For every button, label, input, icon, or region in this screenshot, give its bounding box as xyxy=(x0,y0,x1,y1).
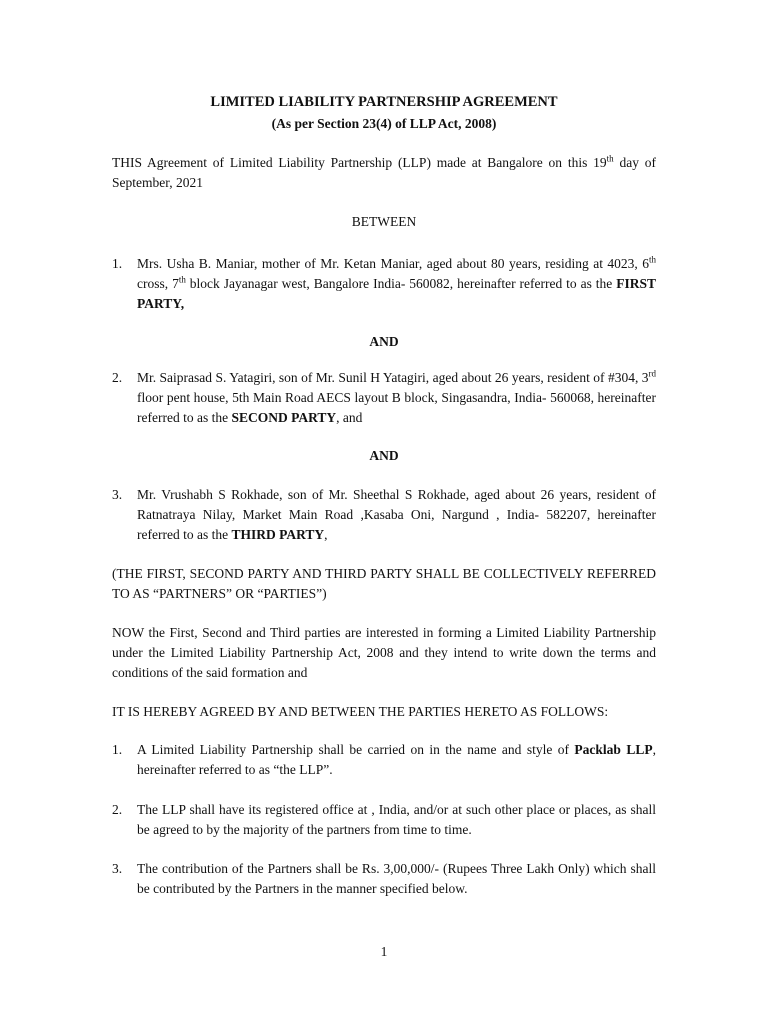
now-paragraph: NOW the First, Second and Third parties are interested in forming a Limited Liability Partnership under the Limited Liability Partnership Act, 2008 and they intend to write down the terms and conditions of the said formation and xyxy=(112,625,656,680)
party-3-number: 3. xyxy=(112,487,123,502)
agreement-title: LIMITED LIABILITY PARTNERSHIP AGREEMENT xyxy=(210,94,558,110)
clause-3-number: 3. xyxy=(112,861,123,876)
clause-2-number: 2. xyxy=(112,802,123,817)
and-heading-2: AND xyxy=(369,448,399,463)
intro-paragraph: THIS Agreement of Limited Liability Partnership (LLP) made at Bangalore on this 19th day of September, 2021 xyxy=(112,153,656,190)
and-heading-1: AND xyxy=(369,334,399,349)
clause-3-text: The contribution of the Partners shall be Rs. 3,00,000/- (Rupees Three Lakh Only) which shall be contributed by the Partners in the manner specified below. xyxy=(137,861,656,896)
collective-reference: (THE FIRST, SECOND PARTY AND THIRD PARTY SHALL BE COLLECTIVELY REFERRED TO AS “PARTNERS” OR “PARTIES”) xyxy=(112,566,656,601)
party-1-text: Mrs. Usha B. Maniar, mother of Mr. Ketan Maniar, aged about 80 years, residing at 4023, 6th cross, 7th block Jayanagar west, Bangalore India- 560082, hereinafter referred to as the FIRST PARTY, xyxy=(137,254,657,311)
party-2 xyxy=(112,368,656,428)
clause-2 xyxy=(112,800,656,840)
page-number: 1 xyxy=(380,944,388,959)
between-heading: BETWEEN xyxy=(351,214,417,229)
agreement-subtitle: (As per Section 23(4) of LLP Act, 2008) xyxy=(271,116,497,131)
clause-3 xyxy=(112,859,656,899)
party-1-number: 1. xyxy=(112,256,123,271)
clause-1-text: A Limited Liability Partnership shall be carried on in the name and style of Packlab LLP, hereinafter referred to as “the LLP”. xyxy=(137,742,656,777)
party-2-number: 2. xyxy=(112,370,123,385)
clause-1 xyxy=(112,740,656,780)
clause-1-number: 1. xyxy=(112,742,123,757)
party-1 xyxy=(112,254,656,314)
party-3-text: Mr. Vrushabh S Rokhade, son of Mr. Sheethal S Rokhade, aged about 26 years, resident of Ratnatraya Nilay, Market Main Road ,Kasaba Oni, Nargund , India- 582207, hereinafter referred to as the THIRD PARTY, xyxy=(137,487,656,542)
agreed-heading: IT IS HEREBY AGREED BY AND BETWEEN THE PARTIES HERETO AS FOLLOWS: xyxy=(112,704,609,719)
party-2-text: Mr. Saiprasad S. Yatagiri, son of Mr. Sunil H Yatagiri, aged about 26 years, resident of #304, 3rd floor pent house, 5th Main Road AECS layout B block, Singasandra, India- 560068, hereinafter referred to as the SECOND PARTY, and xyxy=(137,368,656,425)
party-3 xyxy=(112,485,656,545)
clause-2-text: The LLP shall have its registered office at , India, and/or at such other place or places, as shall be agreed to by the majority of the partners from time to time. xyxy=(137,802,656,837)
